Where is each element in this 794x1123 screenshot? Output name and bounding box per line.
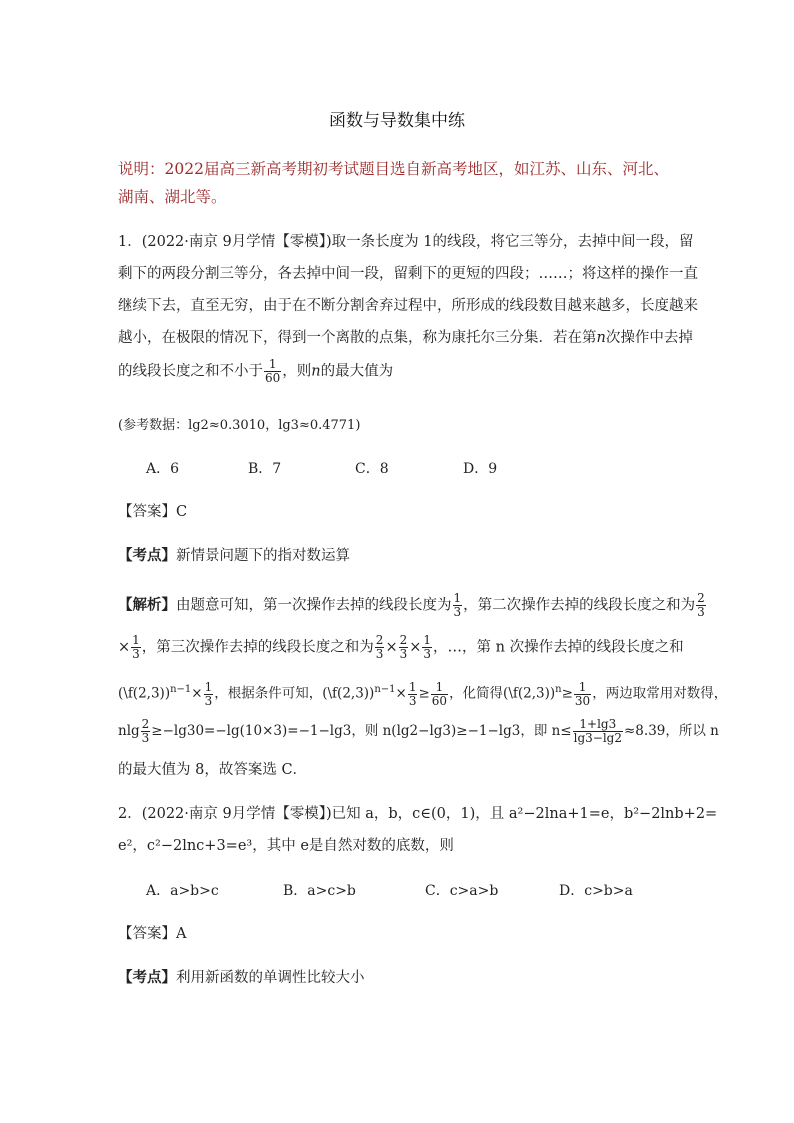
q1-jiexi-line-5: 的最大值为 8，故答案选 C．	[118, 762, 308, 778]
frac	[422, 634, 432, 661]
frac	[399, 634, 409, 661]
q1-jiexi-line-3	[118, 677, 727, 708]
frac-num: 1	[132, 633, 140, 647]
q1-line-4-text: 越小，在极限的情况下，得到一个离散的点集，称为康托尔三分集．若在第	[118, 330, 597, 346]
frac-den: lg3−lg2	[573, 731, 622, 745]
frac-den: 3	[141, 731, 150, 745]
frac-num: 2	[141, 717, 150, 731]
expr: ，两边取常用对数得，	[592, 685, 728, 702]
q1-line-5	[118, 358, 393, 385]
q1-jiexi-frac-3	[131, 634, 141, 661]
q1-jiexi-r2-text: ，第三次操作去掉的线段长度之和为	[141, 639, 374, 656]
q2-kaodian	[118, 968, 365, 988]
frac	[574, 681, 591, 708]
frac	[375, 634, 385, 661]
frac-num: 1	[204, 679, 213, 694]
expr: ，化简得(\f(2,3))	[449, 685, 556, 702]
frac-den: 60	[431, 693, 448, 708]
frac-den: 3	[697, 605, 705, 619]
frac-num: 1	[423, 633, 432, 647]
times-sign: ×	[118, 639, 131, 656]
q2-kaodian-tag: 【考点】	[118, 969, 176, 986]
frac	[141, 718, 151, 745]
q1-option-c: C．8	[355, 461, 389, 477]
times-sign: ×	[395, 685, 407, 702]
frac	[573, 718, 623, 745]
q1-option-b: B．7	[248, 461, 282, 477]
exp: n−1	[170, 684, 192, 695]
q1-jiexi-s2: ，第二次操作去掉的线段长度之和为	[463, 597, 696, 614]
exp: n	[555, 684, 562, 695]
ge-sign: ≥	[418, 685, 430, 702]
frac-num: 1	[453, 591, 462, 605]
expr: ，根据条件可知，(\f(2,3))	[214, 685, 375, 702]
q2-option-a: A．a>b>c	[146, 883, 219, 899]
page-title: 函数与导数集中练	[329, 111, 465, 131]
q1-option-d: D．9	[463, 461, 498, 477]
q2-line-2: e²，c²−2lnc+3=e³，其中 e是自然对数的底数，则	[118, 838, 454, 854]
frac-den: 3	[375, 647, 384, 661]
q1-fraction-num: 1	[264, 358, 281, 372]
q1-jiexi-s1: 由题意可知，第一次操作去掉的线段长度为	[176, 597, 452, 614]
q1-answer: 【答案】C	[118, 504, 188, 520]
frac-num: 1	[408, 679, 417, 694]
frac	[408, 681, 418, 708]
frac-den: 3	[453, 605, 462, 619]
q1-line-1: 1．(2022·南京 9月学情【零模】)取一条长度为 1的线段，将它三等分，去掉中间一段，留	[118, 234, 694, 250]
frac-den: 3	[132, 647, 140, 661]
q1-jiexi-frac-1	[453, 592, 463, 619]
q1-fraction	[264, 358, 281, 385]
q1-line-5-b: ，则	[282, 363, 312, 380]
frac	[204, 681, 214, 708]
ge-sign: ≥	[561, 685, 573, 702]
q1-jiexi-line-4	[118, 718, 719, 745]
frac	[431, 681, 448, 708]
frac-den: 3	[204, 693, 213, 708]
frac-num: 1	[431, 681, 448, 695]
q1-jiexi-tag: 【解析】	[118, 596, 176, 614]
q1-line-3: 继续下去，直至无穷，由于在不断分割舍弃过程中，所形成的线段数目越来越多，长度越来	[118, 298, 698, 314]
frac-num: 2	[697, 591, 705, 605]
expr: ≈8.39，所以 n	[624, 723, 719, 739]
q1-fraction-den: 60	[265, 371, 281, 385]
q2-option-b: B．a>c>b	[283, 883, 356, 899]
q1-jiexi-line-1	[118, 592, 707, 619]
q1-line-4	[118, 328, 693, 348]
q1-jiexi-frac-2	[696, 592, 706, 619]
q1-line-2: 剩下的两段分割三等分，各去掉中间一段，留剩下的更短的四段；……；将这样的操作一直	[118, 266, 698, 282]
expr: (\f(2,3))	[118, 685, 171, 702]
frac-num: 1	[574, 681, 591, 695]
q2-kaodian-text: 利用新函数的单调性比较大小	[176, 970, 365, 986]
q1-line-5-a: 的线段长度之和不小于	[118, 363, 263, 380]
q1-jiexi-line-2: × $\frac{1}{3}$ ，第三次操作去掉的线段长度之和为 $\frac{2}{3}$ × $\frac{2}{3}$ × $\frac{1}{3}$ ，…，第 n 次操作去掉的线段长度之和	[118, 633, 684, 661]
frac-den: 30	[574, 693, 591, 708]
exp: n−1	[374, 684, 396, 695]
q2-option-d: D．c>b>a	[559, 883, 633, 899]
expr: nlg	[118, 723, 140, 739]
q1-line-4-var: n	[596, 330, 606, 346]
q1-jiexi-r2-end: ，…，第 n 次操作去掉的线段长度之和	[433, 639, 684, 656]
frac-den: 3	[399, 647, 408, 661]
intro-line-2: 湖南、湖北等。	[118, 188, 227, 206]
frac-den: 3	[423, 647, 432, 661]
expr: ≥−lg30=−lg(10×3)=−1−lg3，则 n(lg2−lg3)≥−1−lg3，即 n≤	[151, 723, 572, 739]
q2-answer: 【答案】A	[118, 926, 187, 942]
intro-line-1: 说明：2022届高三新高考期初考试题目选自新高考地区，如江苏、山东、河北、	[118, 160, 669, 178]
frac-num: 2	[399, 633, 408, 647]
frac-den: 3	[408, 693, 417, 708]
q1-line-5-c: 的最大值为	[320, 363, 394, 380]
frac-num: 1+lg3	[573, 718, 623, 732]
q1-line-5-var: n	[311, 363, 321, 380]
q2-option-c: C．c>a>b	[425, 883, 499, 899]
q1-option-a: A．6	[146, 461, 180, 477]
q1-kaodian-text: 新情景问题下的指对数运算	[176, 548, 350, 564]
q2-line-1: 2．(2022·南京 9月学情【零模】)已知 a，b，c∈(0，1)，且 a²−2lna+1=e，b²−2lnb+2=	[118, 806, 718, 822]
frac-num: 2	[375, 633, 384, 647]
q1-reference-data: (参考数据：lg2≈0.3010，lg3≈0.4771)	[118, 418, 361, 433]
times-sign: ×	[191, 685, 203, 702]
q1-line-4-end: 次操作中去掉	[605, 330, 693, 346]
q1-kaodian	[118, 546, 350, 566]
q1-kaodian-tag: 【考点】	[118, 547, 176, 564]
